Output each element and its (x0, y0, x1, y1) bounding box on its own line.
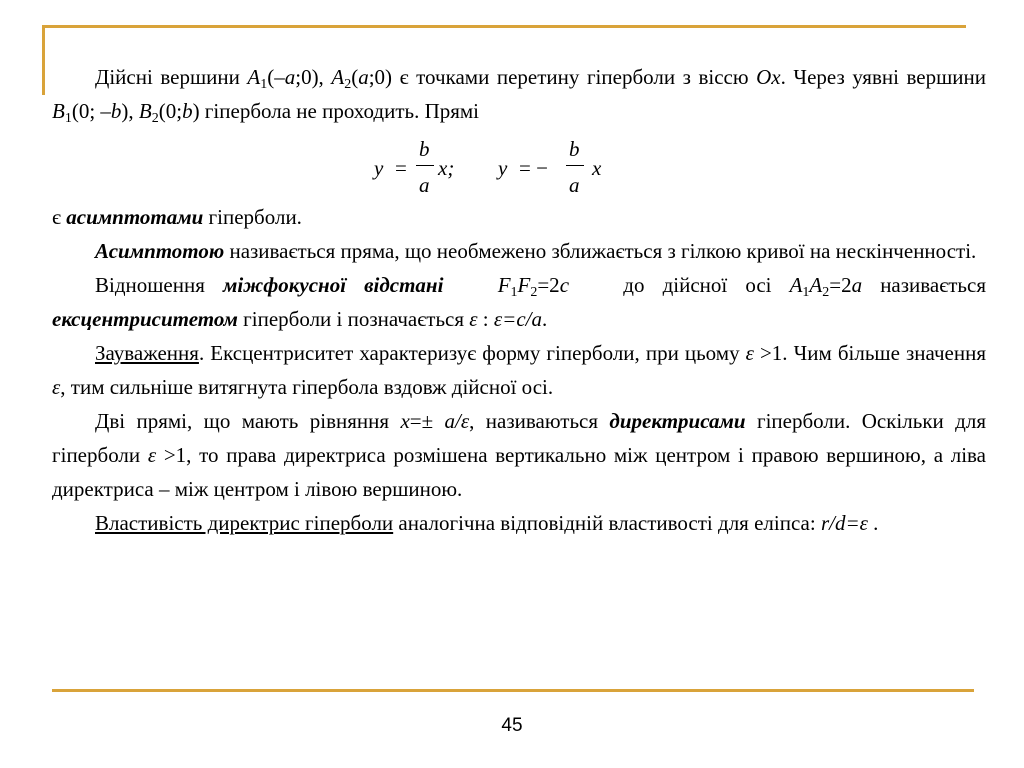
paragraph-eccentricity: Відношення міжфокусної відстані $F_1F_2=2c$ до дійсної осі $A_1A_2=2a$ називається ексцентриситетом гіперболи і позначається ε : ε=c/a. (52, 273, 986, 331)
formula-denominator-right: a (569, 173, 580, 197)
page-number: 45 (501, 715, 523, 736)
top-rule (42, 25, 966, 28)
formula-numerator-right: b (569, 137, 580, 161)
formula-y-right: y (498, 156, 508, 180)
formula-equals-left: = (395, 156, 407, 180)
fraction-bar-left (416, 165, 434, 166)
formula-x-left: x; (438, 156, 455, 180)
formula-denominator-left: a (419, 173, 430, 197)
left-rule (42, 25, 45, 95)
bottom-rule (52, 689, 974, 692)
asymptote-formula (52, 128, 986, 200)
formula-equals-minus-right: = − (519, 156, 548, 180)
slide-content (52, 60, 986, 540)
paragraph-asymptotes: є асимптотами гіперболи. (52, 205, 302, 229)
fraction-bar-right (566, 165, 584, 166)
paragraph-directrices: Дві прямі, що мають рівняння x=± a/ε, називаються директрисами гіперболи. Оскільки для гіперболи ε >1, то права директриса розмішена вертикально між центром і правою вершиною, а ліва директриса – між центром і лівою вершиною. (52, 409, 986, 501)
paragraph-remark: Зауваження. Ексцентриситет характеризує форму гіперболи, при цьому ε >1. Чим більше значення ε, тим сильніше витягнута гіпербола вздовж дійсної осі. (52, 341, 986, 399)
formula-y-left: y (374, 156, 384, 180)
paragraph-asymptote-definition: Асимптотою називається пряма, що необмежено зближається з гілкою кривої на нескінченності. (95, 239, 977, 263)
paragraph-directrix-property: Властивість директрис гіперболи аналогічна відповідній властивості для еліпса: r/d=ε . (95, 511, 879, 535)
formula-x-right: x (592, 156, 602, 180)
formula-numerator-left: b (419, 137, 430, 161)
paragraph-vertices: Дійсні вершини $A_1(-a;0)$, $A_2(a;0)$ є точками перетину гіперболи з віссю Ox. Через уявні вершини $B_1(0$; –b), $B_2(0;b)$ гіпербола не проходить. Прямі (52, 65, 987, 126)
